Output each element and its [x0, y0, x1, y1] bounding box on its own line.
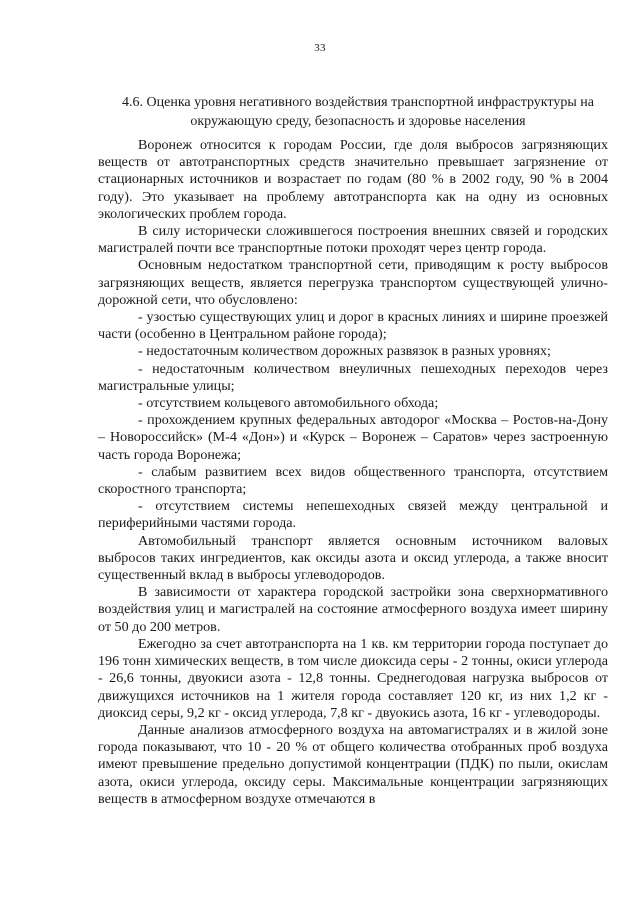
list-item: - слабым развитием всех видов общественного транспорта, отсутствием скоростного транспорта;: [98, 463, 608, 498]
paragraph: Данные анализов атмосферного воздуха на автомагистралях и в жилой зоне города показывают, что 10 - 20 % от общего количества отобранных проб воздуха имеют превышение предельно допустимой концентрации (ПДК) по пыли, окислам азота, окиси углерода, оксиду серы. Максимальные концентрации загрязняющих веществ в атмосферном воздухе отмечаются в: [98, 721, 608, 807]
list-item: - узостью существующих улиц и дорог в красных линиях и ширине проезжей части (особенно в Центральном районе города);: [98, 309, 608, 343]
section-heading: 4.6. Оценка уровня негативного воздействия транспортной инфраструктуры на окружающую среду, безопасность и здоровье населения: [122, 95, 594, 129]
paragraph: В силу исторически сложившегося построения внешних связей и городских магистралей почти все транспортные потоки проходят через центр города.: [98, 223, 608, 257]
list-item: - отсутствием системы непешеходных связей между центральной и периферийными частями города.: [98, 498, 608, 532]
paragraph: В зависимости от характера городской застройки зона сверхнормативного воздействия улиц и магистралей на состояние атмосферного воздуха имеет ширину от 50 до 200 метров.: [98, 584, 608, 635]
paragraph: Ежегодно за счет автотранспорта на 1 кв. км территории города поступает до 196 тонн химических веществ, в том числе диоксида серы - 2 тонны, окиси углерода - 26,6 тонны, двуокиси азота - 12,8 тонны. Среднегодовая нагрузка выбросов от движущихся источников на 1 жителя города составляет 120 кг, из них 1,2 кг - диоксид серы, 9,2 кг - оксид углерода, 7,8 кг - двуокись азота, 16 кг - углеводороды.: [98, 635, 608, 721]
paragraph: Автомобильный транспорт является основным источником валовых выбросов таких ингредиентов, как оксиды азота и оксид углерода, а также вносит существенный вклад в выбросы углеводородов.: [98, 532, 608, 584]
list-item: - недостаточным количеством дорожных развязок в разных уровнях;: [138, 343, 551, 360]
paragraph: Основным недостатком транспортной сети, приводящим к росту выбросов загрязняющих веществ, является перегрузка транспортом существующей улично-дорожной сети, что обусловлено:: [98, 257, 608, 308]
paragraph: Воронеж относится к городам России, где доля выбросов загрязняющих веществ от автотранспортных средств значительно превышает загрязнение от стационарных источников и возрастает по годам (80 % в 2002 году, 90 % в 2004 году). Это указывает на проблему автотранспорта как на одну из основных экологических проблем города.: [98, 137, 608, 222]
body-text: [98, 137, 608, 808]
page-number: 33: [314, 42, 326, 54]
list-item: - прохождением крупных федеральных автодорог «Москва – Ростов-на-Дону – Новороссийск» (М-4 «Дон») и «Курск – Воронеж – Саратов» через застроенную часть города Воронежа;: [98, 412, 608, 463]
list-item: - недостаточным количеством внеуличных пешеходных переходов через магистральные улицы;: [98, 360, 608, 394]
list-item: - отсутствием кольцевого автомобильного обхода;: [138, 395, 439, 412]
